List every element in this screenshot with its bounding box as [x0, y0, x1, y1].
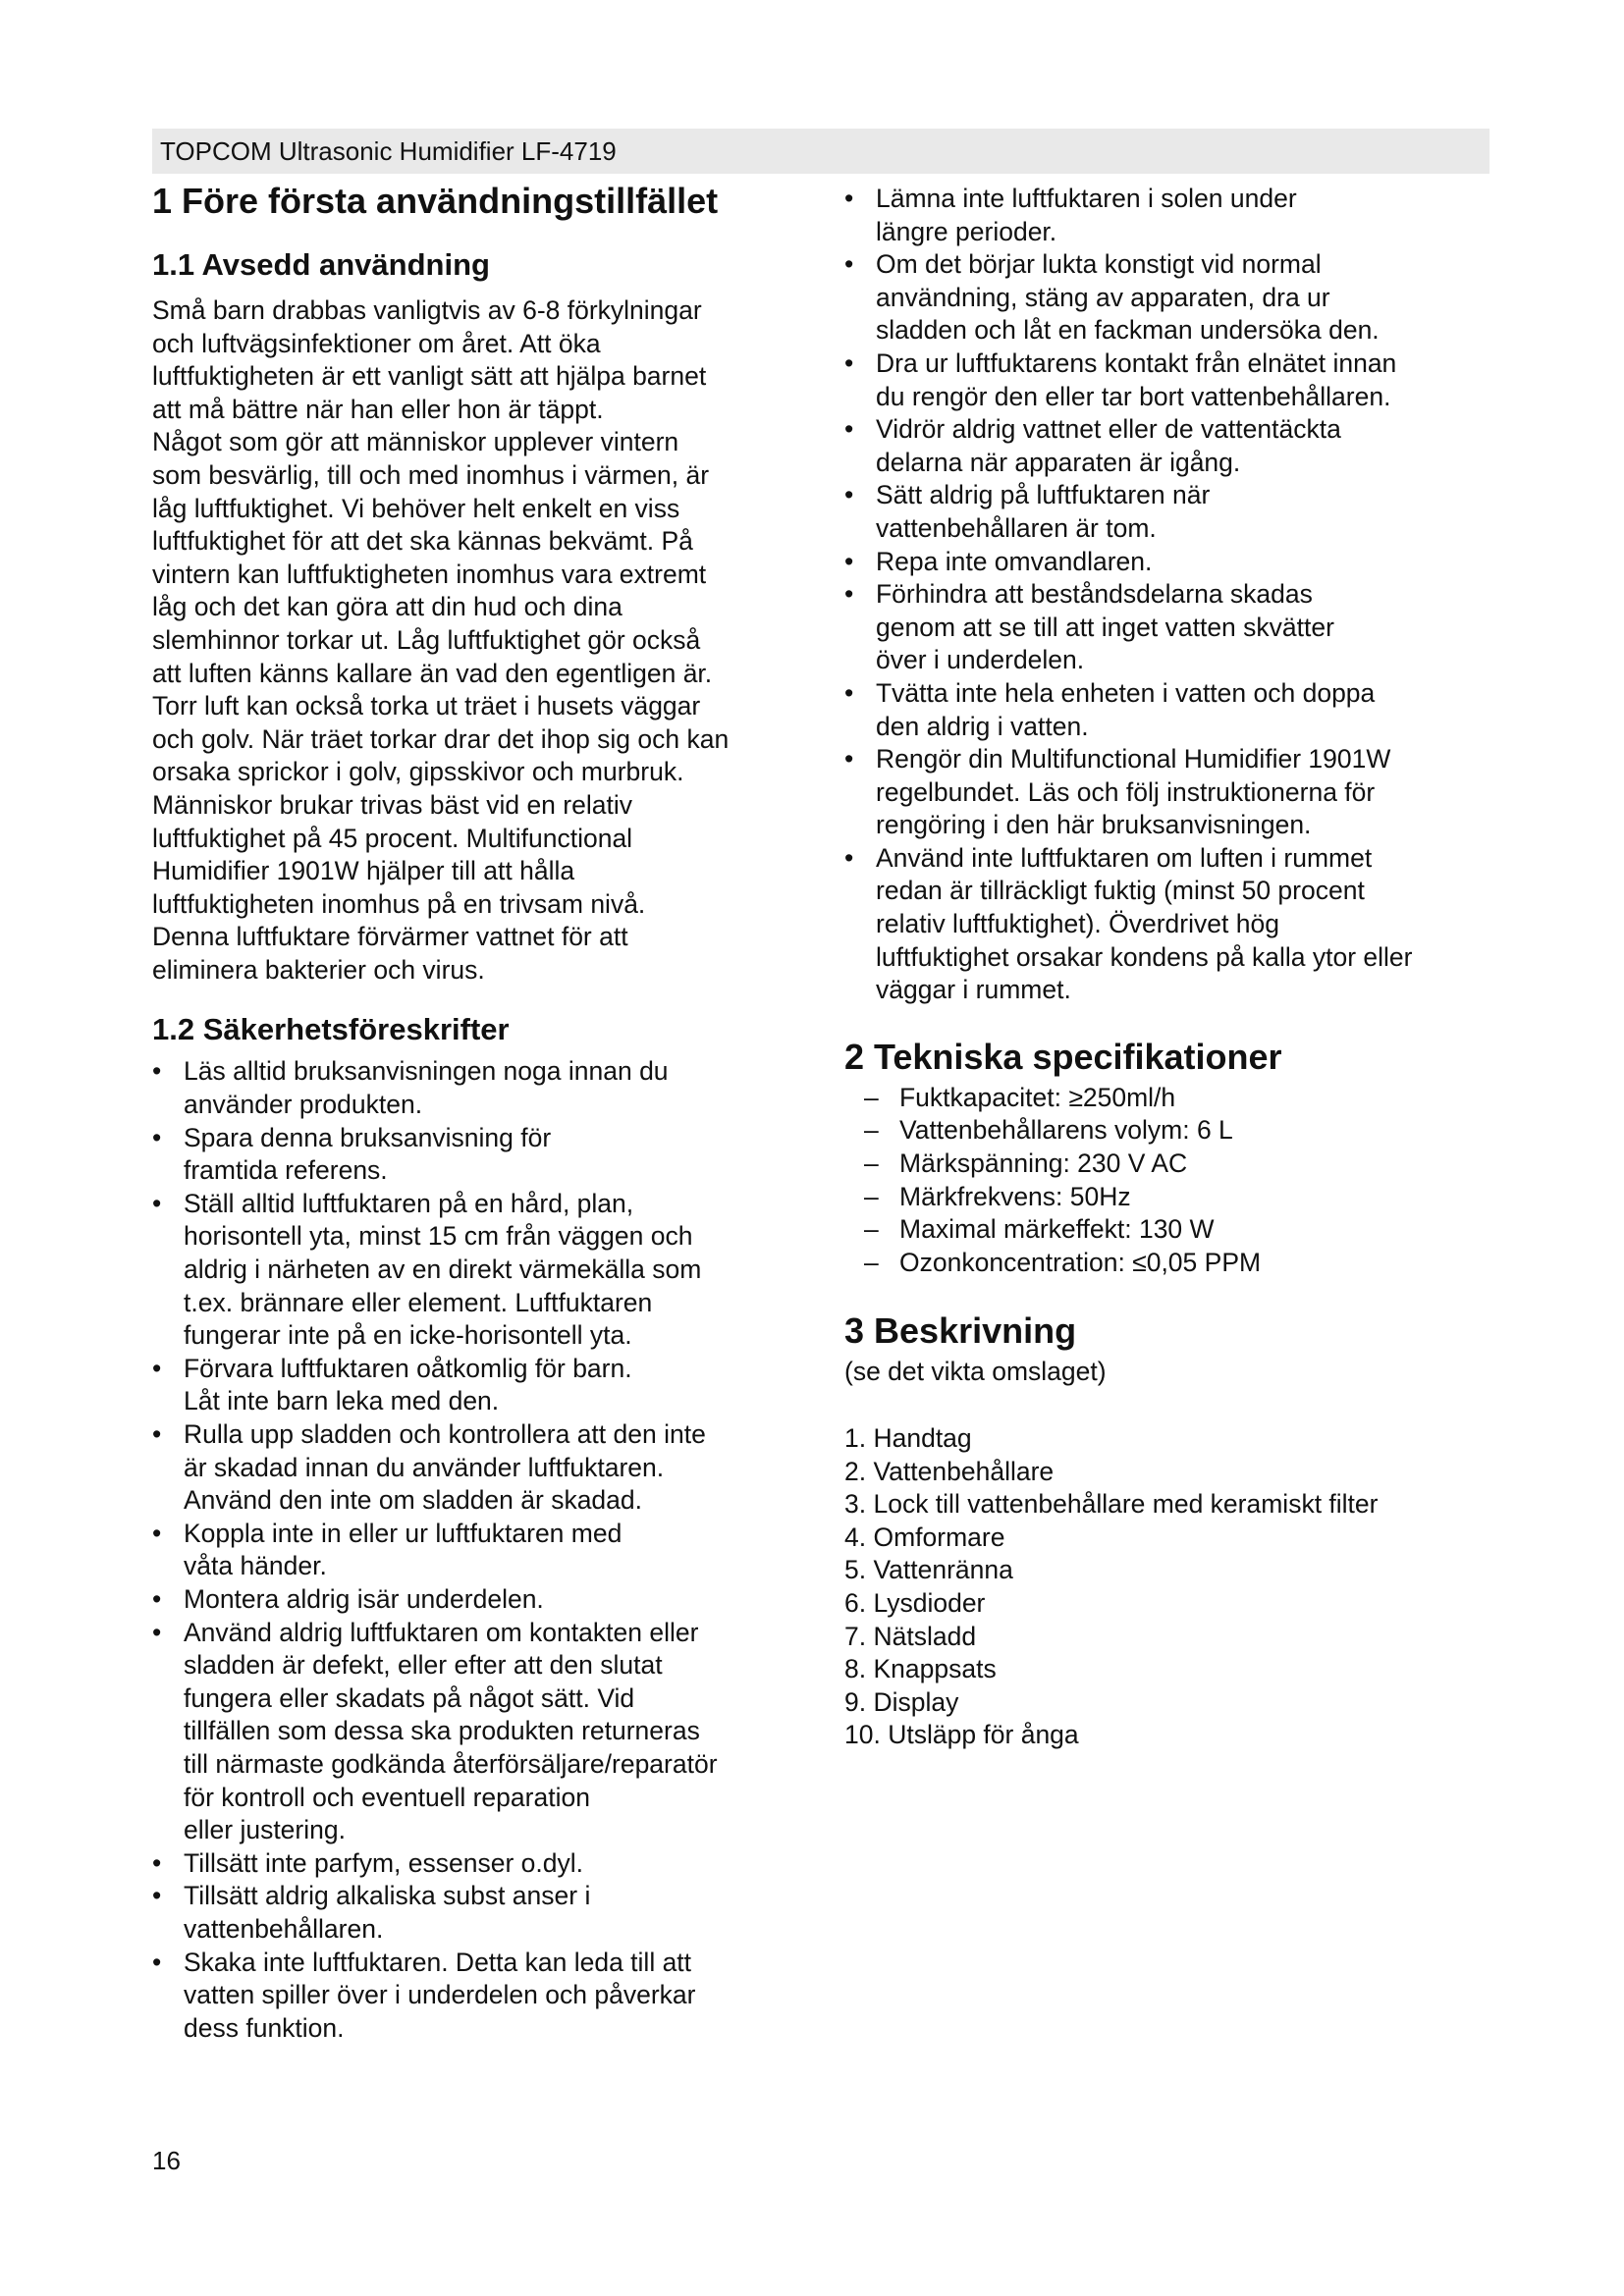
safety-item: • Förvara luftfuktaren oåtkomlig för barn. Låt inte barn leka med den.: [152, 1353, 790, 1418]
paragraph-line: Humidifier 1901W hjälper till att hålla: [152, 856, 575, 886]
spec-item: – Märkspänning: 230 V AC: [864, 1148, 1489, 1181]
section-3-heading: 3 Beskrivning: [844, 1310, 1077, 1352]
paragraph-line: orsaka sprickor i golv, gipsskivor och murbruk.: [152, 757, 684, 787]
part-item: 7. Nätsladd: [844, 1621, 977, 1651]
safety-list-left: [152, 1055, 790, 2045]
paragraph-line: vintern kan luftfuktigheten inomhus vara extremt: [152, 559, 707, 589]
section-1-2-heading: 1.2 Säkerhetsföreskrifter: [152, 1012, 510, 1047]
paragraph-line: luftfuktighet på 45 procent. Multifunctional: [152, 823, 633, 853]
safety-item: • Montera aldrig isär underdelen.: [152, 1583, 790, 1617]
paragraph-line: eliminera bakterier och virus.: [152, 954, 485, 985]
part-item: 10. Utsläpp för ånga: [844, 1720, 1079, 1750]
safety-item: • Om det börjar lukta konstigt vid normal användning, stäng av apparaten, dra ur sladden och låt en fackman undersöka den.: [844, 248, 1489, 347]
safety-item: • Vidrör aldrig vattnet eller de vattentäckta delarna när apparaten är igång.: [844, 413, 1489, 479]
safety-item: • Tillsätt inte parfym, essenser o.dyl.: [152, 1847, 790, 1881]
intended-use-paragraph: [152, 294, 790, 987]
paragraph-line: låg och det kan göra att din hud och dina: [152, 592, 623, 622]
page-number: 16: [152, 2146, 181, 2175]
safety-item: • Använd inte luftfuktaren om luften i rummet redan är tillräckligt fuktig (minst 50 procent relativ luftfuktighet). Överdrivet hög luftfuktighet orsakar kondens på kalla ytor eller väggar i rummet.: [844, 842, 1489, 1007]
safety-list-right: [844, 183, 1489, 1007]
paragraph-line: Torr luft kan också torka ut träet i husets väggar: [152, 691, 701, 721]
paragraph-line: luftfuktigheten inomhus på en trivsam nivå.: [152, 888, 646, 919]
part-item: 1. Handtag: [844, 1423, 972, 1453]
paragraph-line: Människor brukar trivas bäst vid en relativ: [152, 789, 632, 820]
paragraph-line: luftfuktigheten är ett vanligt sätt att hjälpa barnet: [152, 361, 707, 392]
safety-item: • Tvätta inte hela enheten i vatten och doppa den aldrig i vatten.: [844, 677, 1489, 743]
spec-item: – Ozonkoncentration: ≤0,05 PPM: [864, 1247, 1489, 1280]
part-item: 9. Display: [844, 1686, 959, 1717]
part-item: 5. Vattenränna: [844, 1555, 1013, 1585]
paragraph-line: Denna luftfuktare förvärmer vattnet för att: [152, 922, 628, 952]
safety-item: • Repa inte omvandlaren.: [844, 546, 1489, 579]
part-item: 6. Lysdioder: [844, 1587, 986, 1618]
document-header-title: TOPCOM Ultrasonic Humidifier LF-4719: [160, 136, 617, 166]
paragraph-line: slemhinnor torkar ut. Låg luftfuktighet gör också: [152, 624, 701, 655]
paragraph-line: att luften känns kallare än vad den egentligen är.: [152, 658, 713, 688]
spec-item: – Märkfrekvens: 50Hz: [864, 1181, 1489, 1214]
section-2-heading: 2 Tekniska specifikationer: [844, 1036, 1282, 1077]
safety-item: • Dra ur luftfuktarens kontakt från elnätet innan du rengör den eller tar bort vattenbehållaren.: [844, 347, 1489, 413]
left-column: [152, 177, 790, 2045]
paragraph-line: låg luftfuktighet. Vi behöver helt enkelt en viss: [152, 493, 680, 523]
safety-item: • Koppla inte in eller ur luftfuktaren med våta händer.: [152, 1518, 790, 1583]
document-header: [152, 129, 1489, 174]
safety-item: • Läs alltid bruksanvisningen noga innan du använder produkten.: [152, 1055, 790, 1121]
spec-item: – Fuktkapacitet: ≥250ml/h: [864, 1082, 1489, 1115]
safety-item: • Lämna inte luftfuktaren i solen under längre perioder.: [844, 183, 1489, 248]
part-item: 2. Vattenbehållare: [844, 1456, 1055, 1486]
section-1-heading: 1 Före första användningstillfället: [152, 181, 719, 221]
spec-item: – Vattenbehållarens volym: 6 L: [864, 1114, 1489, 1148]
paragraph-line: att må bättre när han eller hon är täppt.: [152, 394, 604, 424]
part-item: 4. Omformare: [844, 1522, 1005, 1552]
parts-list: [844, 1422, 1489, 1752]
safety-item: • Spara denna bruksanvisning för framtida referens.: [152, 1122, 790, 1188]
description-note: (se det vikta omslaget): [844, 1357, 1107, 1387]
spec-item: – Maximal märkeffekt: 130 W: [864, 1213, 1489, 1247]
part-item: 8. Knappsats: [844, 1654, 997, 1684]
paragraph-line: luftfuktighet för att det ska kännas bekvämt. På: [152, 526, 693, 557]
paragraph-line: Något som gör att människor upplever vintern: [152, 427, 679, 457]
paragraph-line: och luftvägsinfektioner om året. Att öka: [152, 328, 601, 358]
specifications-list: [844, 1082, 1489, 1280]
safety-item: • Tillsätt aldrig alkaliska subst anser i vattenbehållaren.: [152, 1880, 790, 1946]
safety-item: • Skaka inte luftfuktaren. Detta kan leda till att vatten spiller över i underdelen och påverkar dess funktion.: [152, 1947, 790, 2046]
part-item: 3. Lock till vattenbehållare med keramiskt filter: [844, 1489, 1379, 1520]
paragraph-line: Små barn drabbas vanligtvis av 6-8 förkylningar: [152, 295, 702, 325]
safety-item: • Rengör din Multifunctional Humidifier 1901W regelbundet. Läs och följ instruktionerna för rengöring i den här bruksanvisningen.: [844, 743, 1489, 842]
safety-item: • Sätt aldrig på luftfuktaren när vattenbehållaren är tom.: [844, 479, 1489, 545]
paragraph-line: och golv. När träet torkar drar det ihop sig och kan: [152, 723, 730, 754]
safety-item: • Ställ alltid luftfuktaren på en hård, plan, horisontell yta, minst 15 cm från väggen och aldrig i närheten av en direkt värmekälla som t.ex. brännare eller element. Luftfuktaren fungerar inte på en icke-horisontell yta.: [152, 1188, 790, 1353]
safety-item: • Använd aldrig luftfuktaren om kontakten eller sladden är defekt, eller efter att den slutat fungera eller skadats på något sätt. Vid tillfällen som dessa ska produkten returneras till närmaste godkända återförsäljare/reparatör för kontroll och eventuell reparation eller justering.: [152, 1617, 790, 1847]
safety-item: • Förhindra att beståndsdelarna skadas genom att se till att inget vatten skvätter över i underdelen.: [844, 578, 1489, 677]
right-column: [844, 177, 1489, 1752]
safety-item: • Rulla upp sladden och kontrollera att den inte är skadad innan du använder luftfuktaren. Använd den inte om sladden är skadad.: [152, 1418, 790, 1518]
paragraph-line: som besvärlig, till och med inomhus i värmen, är: [152, 459, 710, 490]
section-1-1-heading: 1.1 Avsedd användning: [152, 247, 490, 282]
